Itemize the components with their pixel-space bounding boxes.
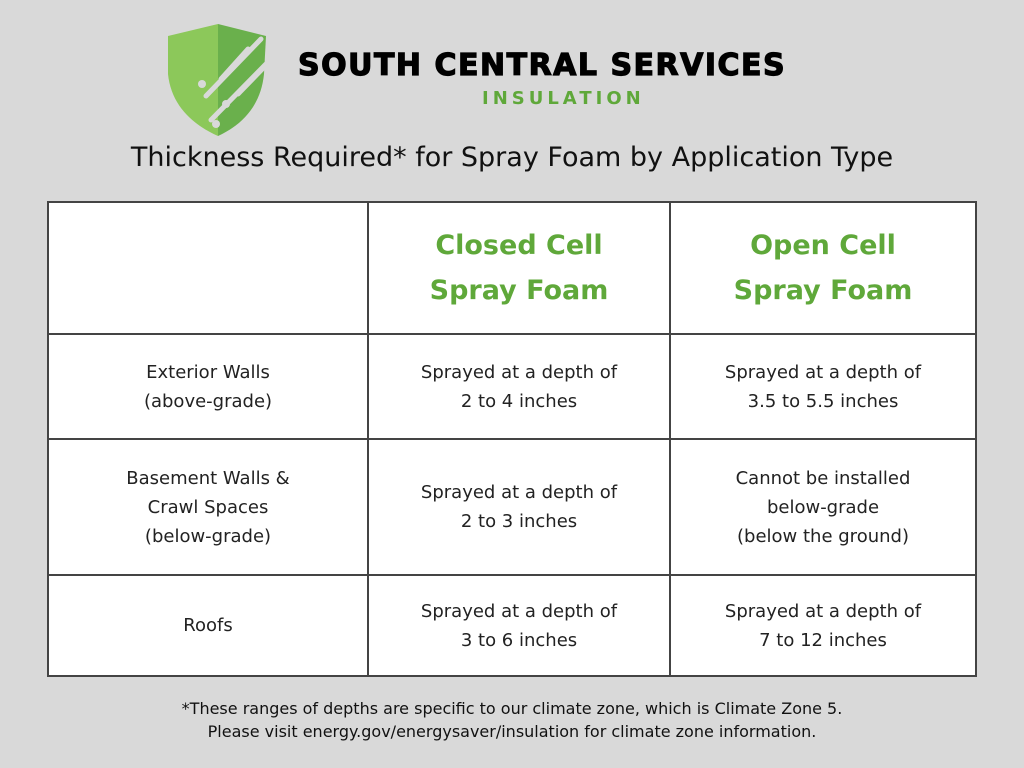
text-line: Sprayed at a depth of <box>724 600 922 622</box>
table-row <box>48 575 976 676</box>
text-line: Cannot be installed <box>735 467 911 489</box>
row-label <box>48 439 368 575</box>
text-line: Sprayed at a depth of <box>420 600 618 622</box>
closed-cell-value <box>368 575 670 676</box>
open-cell-value <box>670 334 976 439</box>
footnote-line: *These ranges of depths are specific to our climate zone, which is Climate Zone 5. <box>181 699 843 718</box>
footnote-line: Please visit energy.gov/energysaver/insulation for climate zone information. <box>207 722 817 741</box>
header-closed-cell <box>368 202 670 334</box>
text-line: 3.5 to 5.5 inches <box>747 390 899 412</box>
brand-subtitle: INSULATION <box>482 88 645 109</box>
text-line: Crawl Spaces <box>147 496 269 518</box>
text-line: Sprayed at a depth of <box>420 482 618 503</box>
text-line: 2 to 4 inches <box>460 390 578 412</box>
header-line: Closed Cell <box>435 230 603 261</box>
table-row <box>48 334 976 439</box>
table-header-row <box>48 202 976 334</box>
text-line: 7 to 12 inches <box>759 629 887 651</box>
text-line: (below the ground) <box>737 525 909 547</box>
brand-name: SOUTH CENTRAL SERVICES <box>298 48 787 83</box>
text-line: 3 to 6 inches <box>460 629 578 651</box>
page-title: Thickness Required* for Spray Foam by Application Type <box>130 142 894 173</box>
open-cell-value <box>670 439 976 575</box>
thickness-table <box>47 201 977 677</box>
closed-cell-value <box>368 439 670 575</box>
text-line: below-grade <box>766 496 880 518</box>
header-line: Spray Foam <box>733 275 913 306</box>
row-label <box>48 334 368 439</box>
header-line: Spray Foam <box>429 275 609 306</box>
header-open-cell <box>670 202 976 334</box>
text-line: Roofs <box>183 615 233 636</box>
shield-logo-icon <box>166 24 286 136</box>
header-line: Open Cell <box>750 230 896 261</box>
text-line: Sprayed at a depth of <box>724 361 922 383</box>
text-line: (above-grade) <box>143 390 273 412</box>
closed-cell-value <box>368 334 670 439</box>
table-row <box>48 439 976 575</box>
text-line: Sprayed at a depth of <box>420 361 618 383</box>
text-line: Basement Walls & <box>126 467 290 489</box>
text-line: 2 to 3 inches <box>460 511 578 532</box>
text-line: Exterior Walls <box>146 361 270 383</box>
footnote <box>0 697 1024 743</box>
empty-header-cell <box>48 202 368 334</box>
text-line: (below-grade) <box>144 525 272 547</box>
row-label <box>48 575 368 676</box>
open-cell-value <box>670 575 976 676</box>
